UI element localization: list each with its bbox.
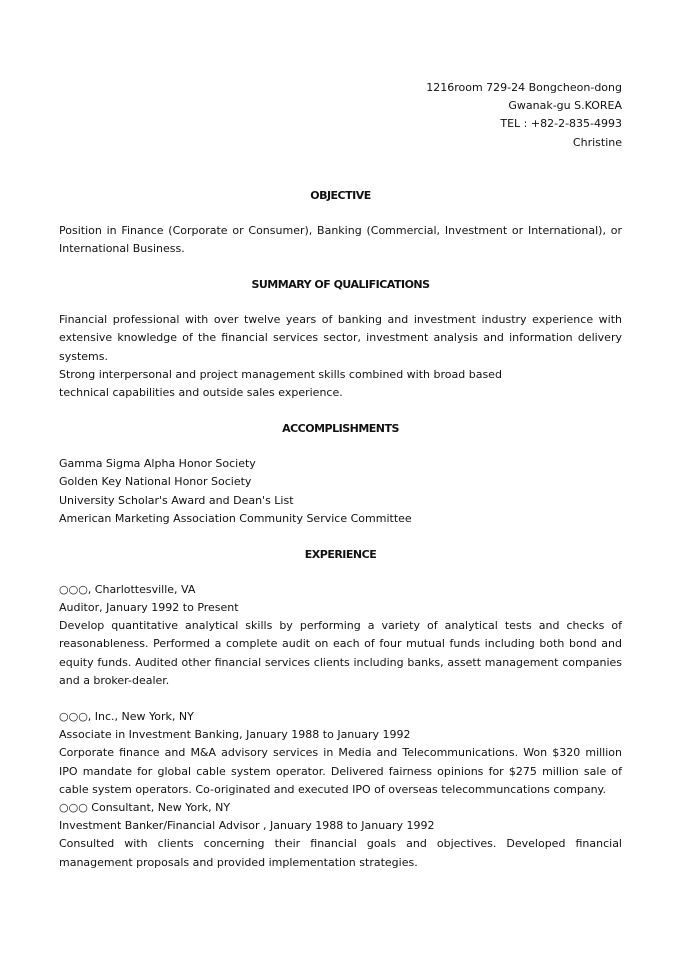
address-line-2: Gwanak-gu S.KOREA xyxy=(508,99,622,113)
experience-heading: EXPERIENCE xyxy=(304,547,377,561)
telephone: TEL : +82-2-835-4993 xyxy=(500,117,622,131)
summary-line-2: Strong interpersonal and project management skills combined with broad based xyxy=(59,367,502,381)
job-title: Investment Banker/Financial Advisor , January 1988 to January 1992 xyxy=(59,819,435,833)
list-item: Golden Key National Honor Society xyxy=(59,475,252,489)
job-description: Develop quantitative analytical skills by performing a variety of analytical tests and checks of reasonableness. Performed a complete audit on each of four mutual funds including both bond and equity funds. Audited other financial services clients including banks, assett management companies and a broker-dealer. xyxy=(59,619,622,687)
experience-entry xyxy=(59,799,622,872)
resume-page xyxy=(59,79,622,872)
address-line-1: 1216room 729-24 Bongcheon-dong xyxy=(426,81,622,94)
accomplishments-heading: ACCOMPLISHMENTS xyxy=(282,422,399,436)
accomplishments-list xyxy=(59,455,622,528)
contact-address-block xyxy=(59,79,622,152)
summary-line-3: technical capabilities and outside sales experience. xyxy=(59,385,343,399)
summary-paragraph: Financial professional with over twelve years of banking and investment industry experience with extensive knowledge of the financial services sector, investment analysis and information delivery systems. xyxy=(59,313,622,363)
job-title: Associate in Investment Banking, January 1988 to January 1992 xyxy=(59,728,411,742)
list-item: University Scholar's Award and Dean's List xyxy=(59,493,294,507)
job-employer: ○○○, Inc., New York, NY xyxy=(59,710,194,724)
list-item: American Marketing Association Community Service Committee xyxy=(59,511,412,525)
objective-heading: OBJECTIVE xyxy=(310,188,371,202)
experience-entry xyxy=(59,581,622,690)
job-title: Auditor, January 1992 to Present xyxy=(59,601,239,615)
job-employer: ○○○ Consultant, New York, NY xyxy=(59,801,231,815)
job-description: Corporate finance and M&A advisory services in Media and Telecommunications. Won $320 million IPO mandate for global cable system operator. Delivered fairness opinions for $275 million sale of cable system operators. Co-originated and executed IPO of overseas telecommuncations company. xyxy=(59,746,622,796)
objective-text: Position in Finance (Corporate or Consumer), Banking (Commercial, Investment or International), or International Business. xyxy=(59,223,622,255)
job-employer: ○○○, Charlottesville, VA xyxy=(59,582,196,596)
job-description: Consulted with clients concerning their financial goals and objectives. Developed financial management proposals and provided implementation strategies. xyxy=(59,837,622,869)
contact-name: Christine xyxy=(572,135,622,149)
experience-entry xyxy=(59,708,622,799)
list-item: Gamma Sigma Alpha Honor Society xyxy=(59,457,256,471)
summary-heading: SUMMARY OF QUALIFICATIONS xyxy=(251,278,430,292)
